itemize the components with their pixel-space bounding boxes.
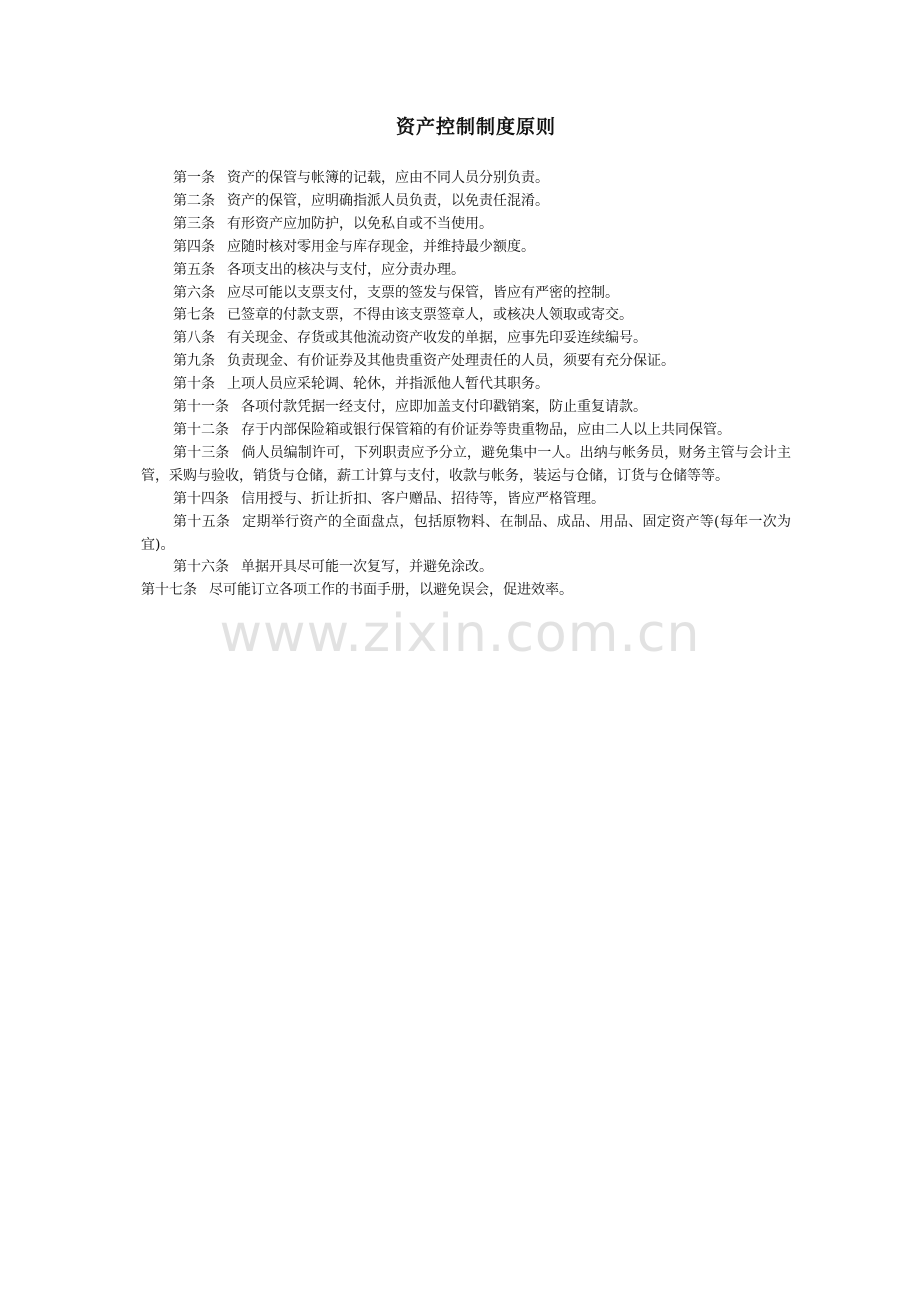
article-9 [141,350,791,373]
article-13 [141,442,791,488]
article-number: 第十一条 [173,399,229,416]
article-text: 资产的保管与帐簿的记载，应由不同人员分别负责。 [227,170,549,186]
article-4 [141,236,791,259]
article-text: 单据开具尽可能一次复写，并避免涂改。 [241,559,493,576]
article-8 [141,327,791,350]
article-16 [141,556,791,579]
article-17 [141,579,791,602]
article-7 [141,304,791,327]
article-number: 第十六条 [173,559,229,576]
article-text: 信用授与、折让折扣、客户赠品、招待等，皆应严格管理。 [241,490,605,507]
article-text: 已签章的付款支票，不得由该支票签章人，或核决人领取或寄交。 [227,307,633,324]
article-number: 第十四条 [173,490,229,507]
article-text: 定期举行资产的全面盘点，包括原物料、在制品、成品、用品、固定资产等(每年一次为宜)。 [141,513,792,553]
article-number: 第六条 [173,284,215,301]
article-number: 第五条 [173,261,215,278]
article-number: 第九条 [173,353,215,370]
article-10 [141,373,791,396]
article-number: 第七条 [173,307,215,324]
article-text: 有关现金、存货或其他流动资产收发的单据，应事先印妥连续编号。 [227,330,647,347]
article-text: 各项支出的核决与支付，应分责办理。 [227,261,465,278]
article-number: 第十二条 [173,421,229,438]
article-text: 尽可能订立各项工作的书面手册，以避免误会，促进效率。 [209,582,573,599]
article-5 [141,259,791,282]
article-2 [141,190,791,213]
article-text: 应随时核对零用金与库存现金，并维持最少额度。 [227,238,535,255]
article-text: 上项人员应采轮调、轮休，并指派他人暂代其职务。 [227,376,549,393]
article-1 [141,167,791,190]
article-text: 倘人员编制许可，下列职责应予分立，避免集中一人。出纳与帐务员，财务主管与会计主管，采购与验收，销货与仓储，薪工计算与支付，收款与帐务，装运与仓储，订货与仓储等等。 [141,444,792,484]
article-14 [141,488,791,511]
article-15 [141,511,791,557]
article-12 [141,419,791,442]
article-number: 第十条 [173,376,215,393]
article-text: 各项付款凭据一经支付，应即加盖支付印戳销案，防止重复请款。 [241,399,647,416]
article-number: 第十三条 [173,444,230,461]
article-text: 应尽可能以支票支付，支票的签发与保管，皆应有严密的控制。 [227,284,619,301]
watermark: www.zixin.com.cn [219,604,701,664]
article-3 [141,213,791,236]
article-11 [141,396,791,419]
article-number: 第四条 [173,238,215,255]
article-text: 负责现金、有价证券及其他贵重资产处理责任的人员，须要有充分保证。 [227,353,675,370]
article-text: 资产的保管，应明确指派人员负责，以免责任混淆。 [227,192,549,209]
article-number: 第八条 [173,330,215,347]
document-title: 资产控制制度原则 [395,116,556,138]
article-number: 第十七条 [141,582,197,599]
article-number: 第三条 [173,215,215,232]
article-number: 第十五条 [173,513,231,530]
article-number: 第二条 [173,192,215,209]
article-6 [141,282,791,305]
article-text: 有形资产应加防护，以免私自或不当使用。 [227,215,493,232]
article-text: 存于内部保险箱或银行保管箱的有价证券等贵重物品，应由二人以上共同保管。 [241,421,731,438]
article-number: 第一条 [173,170,215,186]
document-body [141,167,791,602]
